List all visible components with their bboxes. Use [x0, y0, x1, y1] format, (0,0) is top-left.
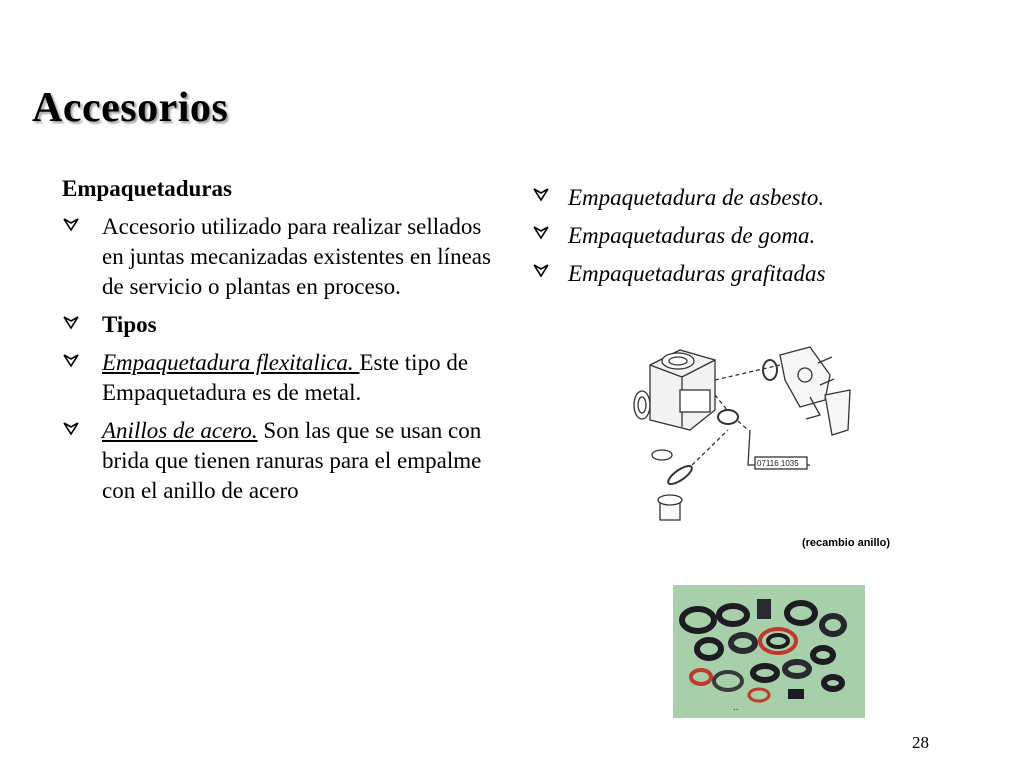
type-text: Empaquetaduras grafitadas: [568, 261, 826, 286]
check-arrow-icon: [532, 218, 568, 254]
gaskets-image: [673, 585, 865, 718]
bullet-item-definition: [62, 212, 502, 302]
valve-exploded-diagram: [620, 335, 900, 560]
type-text: Empaquetadura de asbesto.: [568, 185, 825, 210]
check-arrow-icon: [62, 416, 102, 506]
check-arrow-icon: [532, 256, 568, 292]
gaskets-photo: [673, 585, 865, 718]
bullet-text: [102, 348, 502, 408]
type-item: [532, 180, 952, 216]
check-arrow-icon: [62, 310, 102, 340]
left-column: [62, 174, 502, 514]
bullet-text: Accesorio utilizado para realizar sellados en juntas mecanizadas existentes en líneas de servicio o plantas en proceso.: [102, 214, 491, 299]
right-column: [532, 180, 952, 294]
anillos-link[interactable]: Anillos de acero.: [102, 418, 258, 443]
valve-drawing: [620, 335, 900, 535]
slide-title: Accesorios: [32, 85, 229, 131]
part-number-label: 07116 1035: [757, 459, 799, 468]
type-item: [532, 256, 952, 292]
bullet-text: Tipos: [102, 312, 157, 337]
page-number: 28: [912, 733, 929, 752]
diagram-caption: (recambio anillo): [801, 537, 890, 549]
flexitalica-link[interactable]: Empaquetadura flexitalica.: [102, 350, 360, 375]
bullet-text: [102, 416, 502, 506]
check-arrow-icon: [62, 348, 102, 408]
type-text: Empaquetaduras de goma.: [568, 223, 816, 248]
check-arrow-icon: [62, 212, 102, 302]
photo-mark: ..: [733, 702, 739, 713]
flexitalica-description: Este tipo de Empaquetadura es de metal.: [102, 350, 469, 405]
bullet-item-anillos: [62, 416, 502, 506]
anillos-description: Son las que se usan con brida que tienen ranuras para el empalme con el anillo de acero: [102, 418, 482, 503]
type-item: [532, 218, 952, 254]
bullet-item-flexitalica: [62, 348, 502, 408]
bullet-item-tipos: [62, 310, 502, 340]
check-arrow-icon: [532, 180, 568, 216]
section-heading: Empaquetaduras: [62, 176, 232, 201]
